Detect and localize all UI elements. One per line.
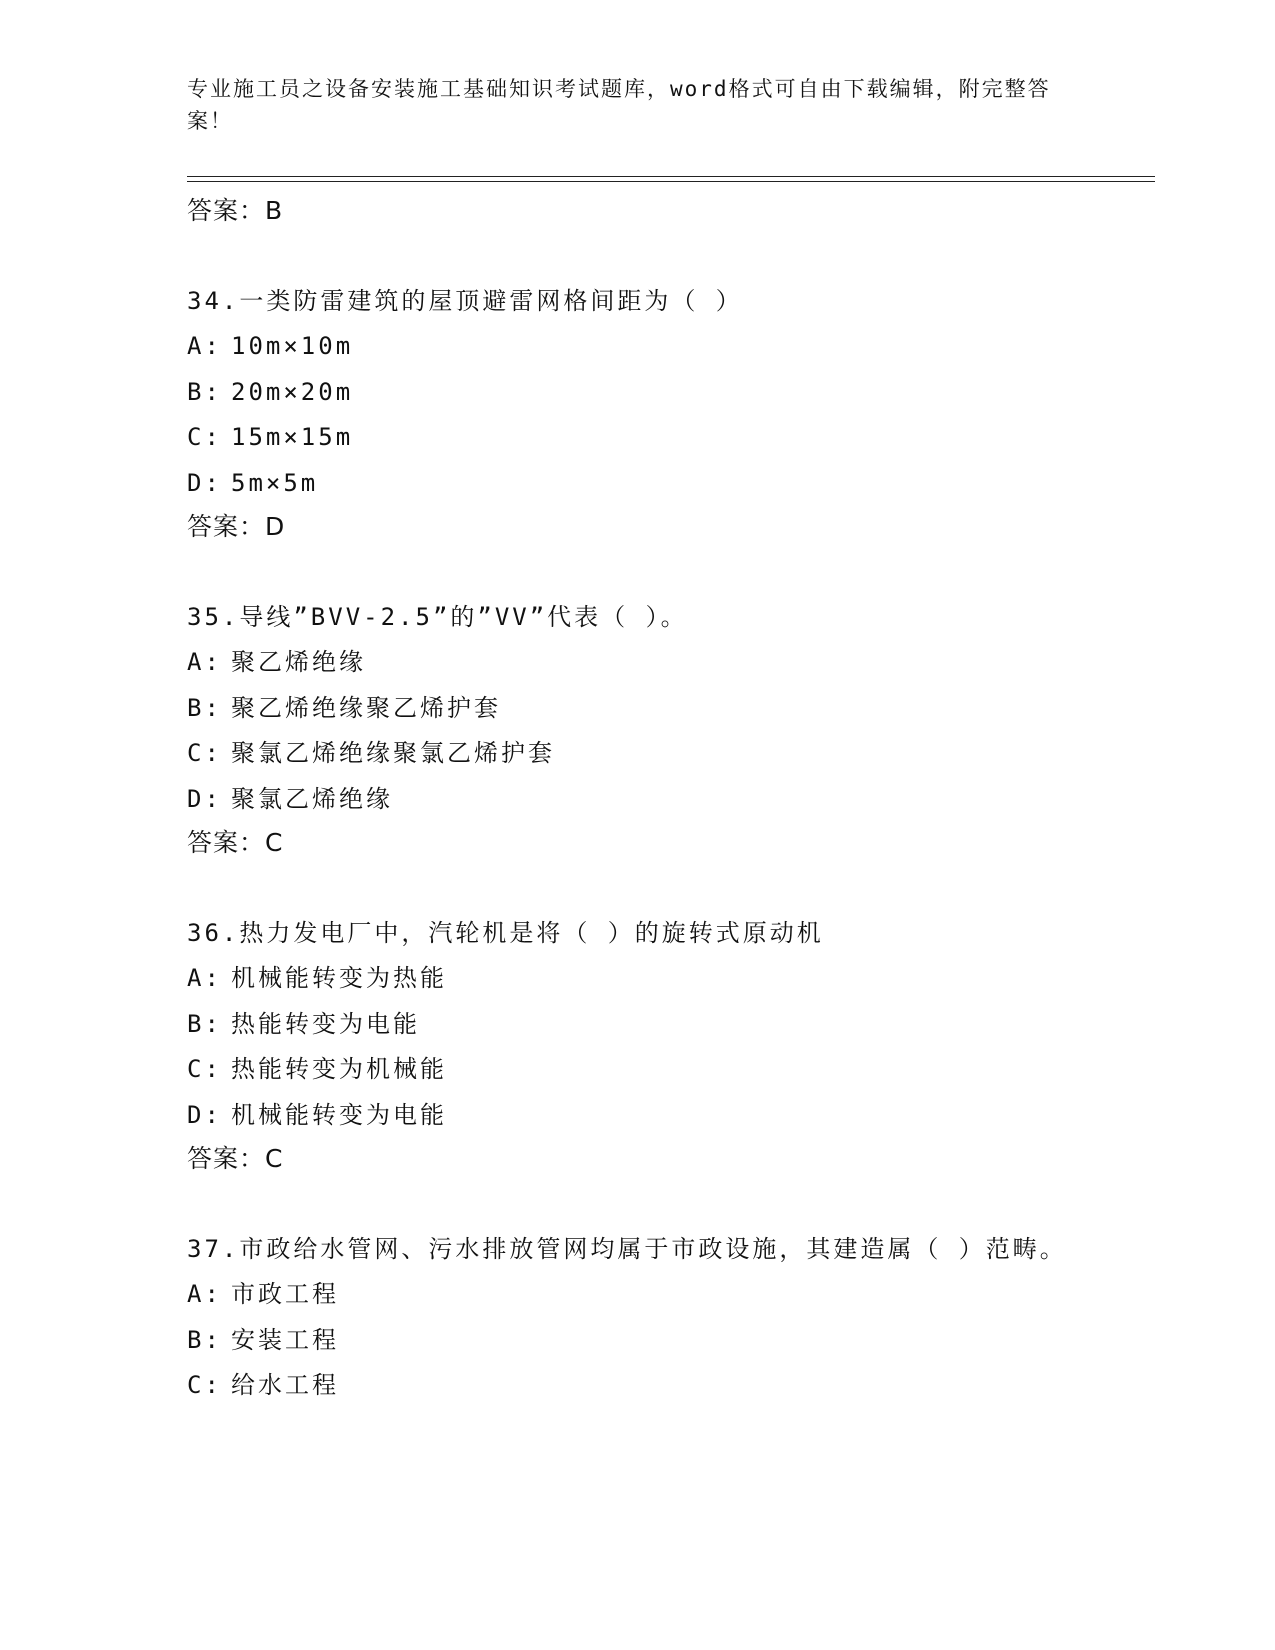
option-label: A:: [187, 648, 222, 676]
option-text: 市政工程: [231, 1280, 339, 1308]
answer-line: [187, 822, 1067, 864]
option-text: 聚氯乙烯绝缘聚氯乙烯护套: [231, 739, 555, 767]
option-text: 10m×10m: [231, 332, 354, 360]
answer-value: C: [265, 828, 284, 857]
answer-label: 答案：: [187, 512, 266, 541]
question-block: [187, 910, 1067, 1180]
option-text: 15m×15m: [231, 423, 354, 451]
option-text: 20m×20m: [231, 377, 354, 406]
question-stem: 35.导线”BVV-2.5”的”VV”代表（ ）。: [187, 603, 688, 631]
option-text: 5m×5m: [231, 468, 319, 497]
answer-option: [187, 1272, 1067, 1318]
option-label: C:: [187, 739, 222, 767]
answer-option: [187, 415, 1067, 461]
answer-option: [187, 731, 1067, 777]
option-label: D:: [187, 468, 222, 497]
questions-container: [187, 278, 1067, 1409]
option-text: 机械能转变为电能: [231, 1100, 447, 1129]
option-label: B:: [187, 1009, 222, 1038]
option-label: B:: [187, 1325, 222, 1354]
answer-option: [187, 461, 1067, 507]
answer-label: 答案：: [187, 196, 266, 225]
answer-option: [187, 370, 1067, 416]
option-label: C:: [187, 423, 222, 451]
answer-value: D: [265, 512, 286, 541]
option-text: 聚乙烯绝缘聚乙烯护套: [231, 693, 501, 722]
answer-option: [187, 1363, 1067, 1409]
option-text: 聚乙烯绝缘: [231, 648, 366, 676]
option-label: A:: [187, 964, 222, 992]
question-block: [187, 278, 1067, 548]
option-label: A:: [187, 1280, 222, 1308]
answer-value: B: [265, 196, 284, 225]
option-text: 聚氯乙烯绝缘: [231, 784, 393, 813]
answer-line: [187, 1138, 1067, 1180]
answer-option: [187, 1002, 1067, 1048]
option-label: D:: [187, 784, 222, 813]
answer-label: 答案：: [187, 828, 266, 857]
question-block: [187, 594, 1067, 864]
answer-line: [187, 506, 1067, 548]
answer-option: [187, 686, 1067, 732]
document-header: 专业施工员之设备安装施工基础知识考试题库，word格式可自由下载编辑，附完整答案！: [187, 77, 1051, 133]
answer-option: [187, 324, 1067, 370]
question-stem: 36.热力发电厂中，汽轮机是将（ ）的旋转式原动机: [187, 919, 824, 947]
answer-option: [187, 1318, 1067, 1364]
header-divider-bottom: [187, 181, 1155, 182]
answer-option: [187, 1047, 1067, 1093]
answer-value: C: [265, 1144, 284, 1173]
answer-line: [187, 190, 1067, 232]
question-stem: 37.市政给水管网、污水排放管网均属于市政设施，其建造属（ ）范畴。: [187, 1235, 1067, 1263]
answer-option: [187, 640, 1067, 686]
answer-option: [187, 1093, 1067, 1139]
option-text: 热能转变为电能: [231, 1009, 420, 1038]
question-block: [187, 1226, 1067, 1409]
option-label: B:: [187, 377, 222, 406]
option-label: A:: [187, 332, 222, 360]
option-text: 安装工程: [231, 1325, 339, 1354]
option-label: D:: [187, 1100, 222, 1129]
option-label: B:: [187, 693, 222, 722]
answer-option: [187, 956, 1067, 1002]
option-text: 热能转变为机械能: [231, 1055, 447, 1083]
answer-option: [187, 777, 1067, 823]
question-list: [187, 190, 1067, 1409]
option-label: C:: [187, 1055, 222, 1083]
option-text: 机械能转变为热能: [231, 964, 447, 992]
option-text: 给水工程: [231, 1371, 339, 1399]
question-stem: 34.一类防雷建筑的屋顶避雷网格间距为（ ）: [187, 287, 743, 315]
option-label: C:: [187, 1371, 222, 1399]
header-divider-top: [187, 176, 1155, 177]
answer-label: 答案：: [187, 1144, 266, 1173]
